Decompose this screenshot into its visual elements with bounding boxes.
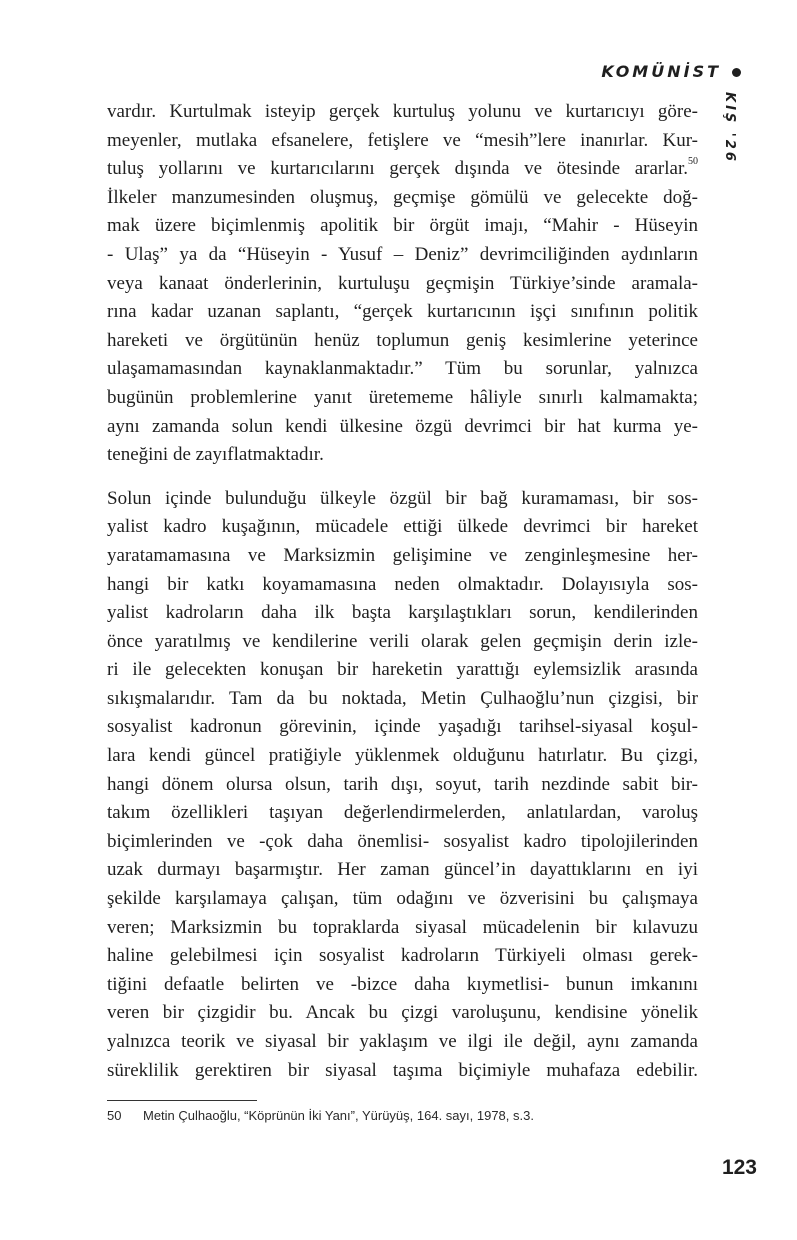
text-line: yaratamamasına ve Marksizmin gelişimine ve zenginleşmesine her-: [107, 544, 698, 566]
text-line: hangi dönem olursa olsun, tarih dışı, soyut, tarih nezdinde sabit bir-: [107, 773, 698, 795]
footnote-number: 50: [107, 1108, 122, 1123]
page-number: 123: [721, 1156, 757, 1179]
text-line: vardır. Kurtulmak isteyip gerçek kurtuluş yolunu ve kurtarıcıyı göre-: [107, 101, 698, 122]
issue-label: KIŞ '26: [722, 92, 737, 164]
text-line: veren; Marksizmin bu topraklarda siyasal mücadelenin bir kılavuzu: [107, 916, 698, 938]
text-line: rına kadar uzanan saplantı, “gerçek kurtarıcının işçi sınıfının politik: [107, 301, 698, 323]
text-line: teneğini de zayıflatmaktadır.: [107, 444, 324, 466]
journal-title: KOMÜNİST: [601, 62, 721, 81]
body-text: [107, 98, 698, 1085]
bullet-dot-icon: [732, 68, 741, 77]
text-line: uzak durmayı başarmıştır. Her zaman güncel’in dayattıklarını en iyi: [107, 859, 698, 881]
text-line: önce yaratılmış ve kendilerine verili olarak gelen geçmişin derin izle-: [107, 630, 698, 652]
text-line: şekilde karşılamaya çalışan, tüm odağını ve özverisini bu çalışmaya: [107, 888, 698, 910]
text-line: mak üzere biçimlenmiş apolitik bir örgüt imajı, “Mahir - Hüseyin: [107, 215, 698, 237]
text-line: biçimlerinden ve -çok daha önemlisi- sosyalist kadro tipolojilerinden: [107, 830, 698, 852]
text-line: hareketi ve örgütünün henüz toplumun geniş kesimlerine yeterince: [107, 329, 698, 351]
text-line: süreklilik gerektiren bir siyasal taşıma biçimiyle muhafaza edebilir.: [107, 1059, 698, 1081]
paragraph-2: [107, 485, 698, 1085]
text-line: takım özellikleri taşıyan değerlendirmelerden, anlatılardan, varoluş: [107, 802, 698, 824]
text-line: - Ulaş” ya da “Hüseyin - Yusuf – Deniz” devrimciliğinden aydınların: [107, 243, 698, 265]
paragraph-1: [107, 98, 698, 470]
text-line: sıkışmalarıdır. Tam da bu noktada, Metin Çulhaoğlu’nun çizgisi, bir: [107, 687, 698, 709]
text-line: ulaşamamasından kaynaklanmaktadır.” Tüm bu sorunlar, yalnızca: [107, 358, 698, 380]
text-line: İlkeler manzumesinden oluşmuş, geçmişe gömülü ve gelecekte doğ-: [107, 186, 698, 208]
text-line: aynı zamanda solun kendi ülkesine özgü devrimci bir hat kurma ye-: [107, 415, 698, 437]
text-line: yalnızca teorik ve siyasal bir yaklaşım ve ilgi ile değil, aynı zamanda: [107, 1031, 698, 1052]
text-line: sosyalist kadronun görevinin, içinde yaşadığı tarihsel-siyasal koşul-: [107, 716, 698, 738]
text-line: tiğini defaatle belirten ve -bizce daha kıymetlisi- bunun imkanını: [107, 973, 698, 995]
text-line: haline gelebilmesi için sosyalist kadroların Türkiyeli olması gerek-: [107, 945, 698, 967]
footnote-text: Metin Çulhaoğlu, “Köprünün İki Yanı”, Yürüyüş, 164. sayı, 1978, s.3.: [143, 1108, 534, 1123]
text-line: [107, 155, 698, 184]
footnote: [107, 1108, 534, 1123]
footnote-reference[interactable]: 50: [688, 156, 698, 168]
text-line: veren bir çizgidir bu. Ancak bu çizgi varoluşunu, kendisine yönelik: [107, 1002, 698, 1024]
text-line: Solun içinde bulunduğu ülkeyle özgül bir bağ kuramaması, bir sos-: [107, 487, 698, 509]
text-line: veya kanaat önderlerinin, kurtuluşu geçmişin Türkiye’sinde aramala-: [107, 272, 698, 294]
text-line: ri ile gelecekten konuşan bir hareketin yarattığı eylemsizlik arasında: [107, 659, 698, 681]
text-line: yalist kadroların daha ilk başta karşılaştıkları sorun, kendilerinden: [107, 602, 698, 624]
text-line-content: tuluş yollarını ve kurtarıcılarını gerçek dışında ve ötesinde ararlar.: [107, 158, 688, 180]
text-line: hangi bir katkı koyamamasına neden olmaktadır. Dolayısıyla sos-: [107, 573, 698, 595]
text-line: yalist kadro kuşağının, mücadele ettiği ülkede devrimci bir hareket: [107, 516, 698, 538]
footnote-divider: [107, 1100, 257, 1101]
text-line: meyenler, mutlaka efsanelere, fetişlere ve “mesih”lere inanırlar. Kur-: [107, 129, 698, 151]
text-line: lara kendi güncel pratiğiyle yüklenmek olduğunu hatırlatır. Bu çizgi,: [107, 745, 698, 767]
text-line: bugünün problemlerine yanıt üretememe hâliyle sınırlı kalmamakta;: [107, 386, 698, 408]
